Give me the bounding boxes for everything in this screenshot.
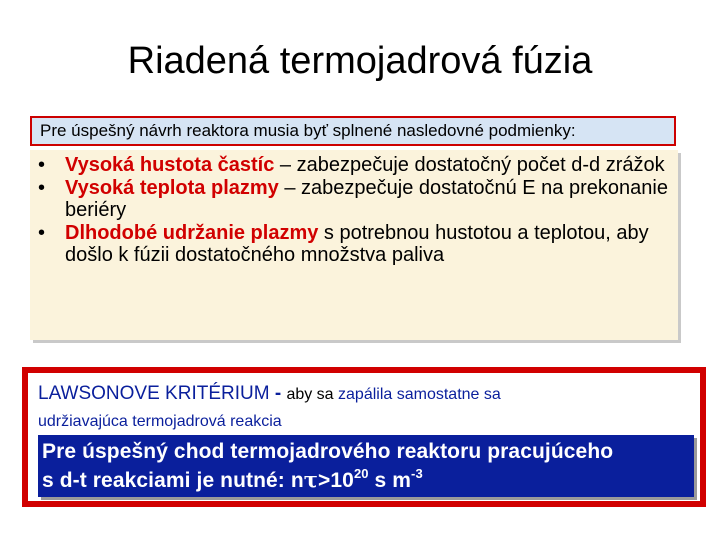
lawson-heading-line: [38, 382, 501, 407]
result-line-1: Pre úspešný chod termojadrového reaktoru pracujúceho: [42, 440, 614, 463]
result-text-a: s d-t reakciami je nutné: n: [42, 469, 304, 492]
result-text-b: >10: [318, 469, 354, 492]
lawson-text-blue: zapálila samostatne sa: [338, 386, 501, 403]
condition-item: [38, 177, 678, 222]
condition-item: [38, 222, 678, 267]
condition-text: – zabezpečuje dostatočný počet d-d zrážok: [274, 154, 665, 176]
lawson-subline: udržiavajúca termojadrová reakcia: [38, 413, 282, 430]
bullet-icon: •: [38, 221, 46, 244]
slide-title: Riadená termojadrová fúzia: [127, 40, 593, 82]
conditions-list: [38, 154, 678, 267]
intro-text: Pre úspešný návrh reaktora musia byť splnené nasledovné podmienky:: [40, 121, 576, 140]
exponent-density: 20: [353, 466, 369, 481]
condition-item: [38, 154, 678, 177]
lawson-criterion-box: [22, 367, 706, 507]
result-line-2: [42, 466, 694, 495]
condition-text: s potrebnou hustotou a teplotou, aby došlo k fúzii dostatočného množstva paliva: [65, 221, 649, 266]
condition-highlight: Vysoká teplota plazmy: [65, 176, 279, 199]
condition-highlight: Vysoká hustota častíc: [65, 154, 275, 176]
condition-highlight: Dlhodobé udržanie plazmy: [65, 221, 319, 244]
intro-box: [30, 116, 676, 146]
lawson-result-bar: [38, 435, 694, 497]
conditions-box: [30, 150, 678, 340]
tau-symbol: τ: [303, 467, 318, 492]
bullet-icon: •: [38, 176, 46, 199]
condition-text: – zabezpečuje dostatočnú E na prekonanie beriéry: [65, 176, 668, 221]
result-text-c: s m: [368, 469, 412, 492]
exponent-unit: -3: [411, 466, 423, 481]
lawson-text-black: aby sa: [286, 386, 339, 403]
lawson-heading: LAWSONOVE KRITÉRIUM: [38, 383, 270, 404]
bullet-icon: •: [38, 154, 46, 176]
lawson-separator: -: [269, 383, 287, 404]
